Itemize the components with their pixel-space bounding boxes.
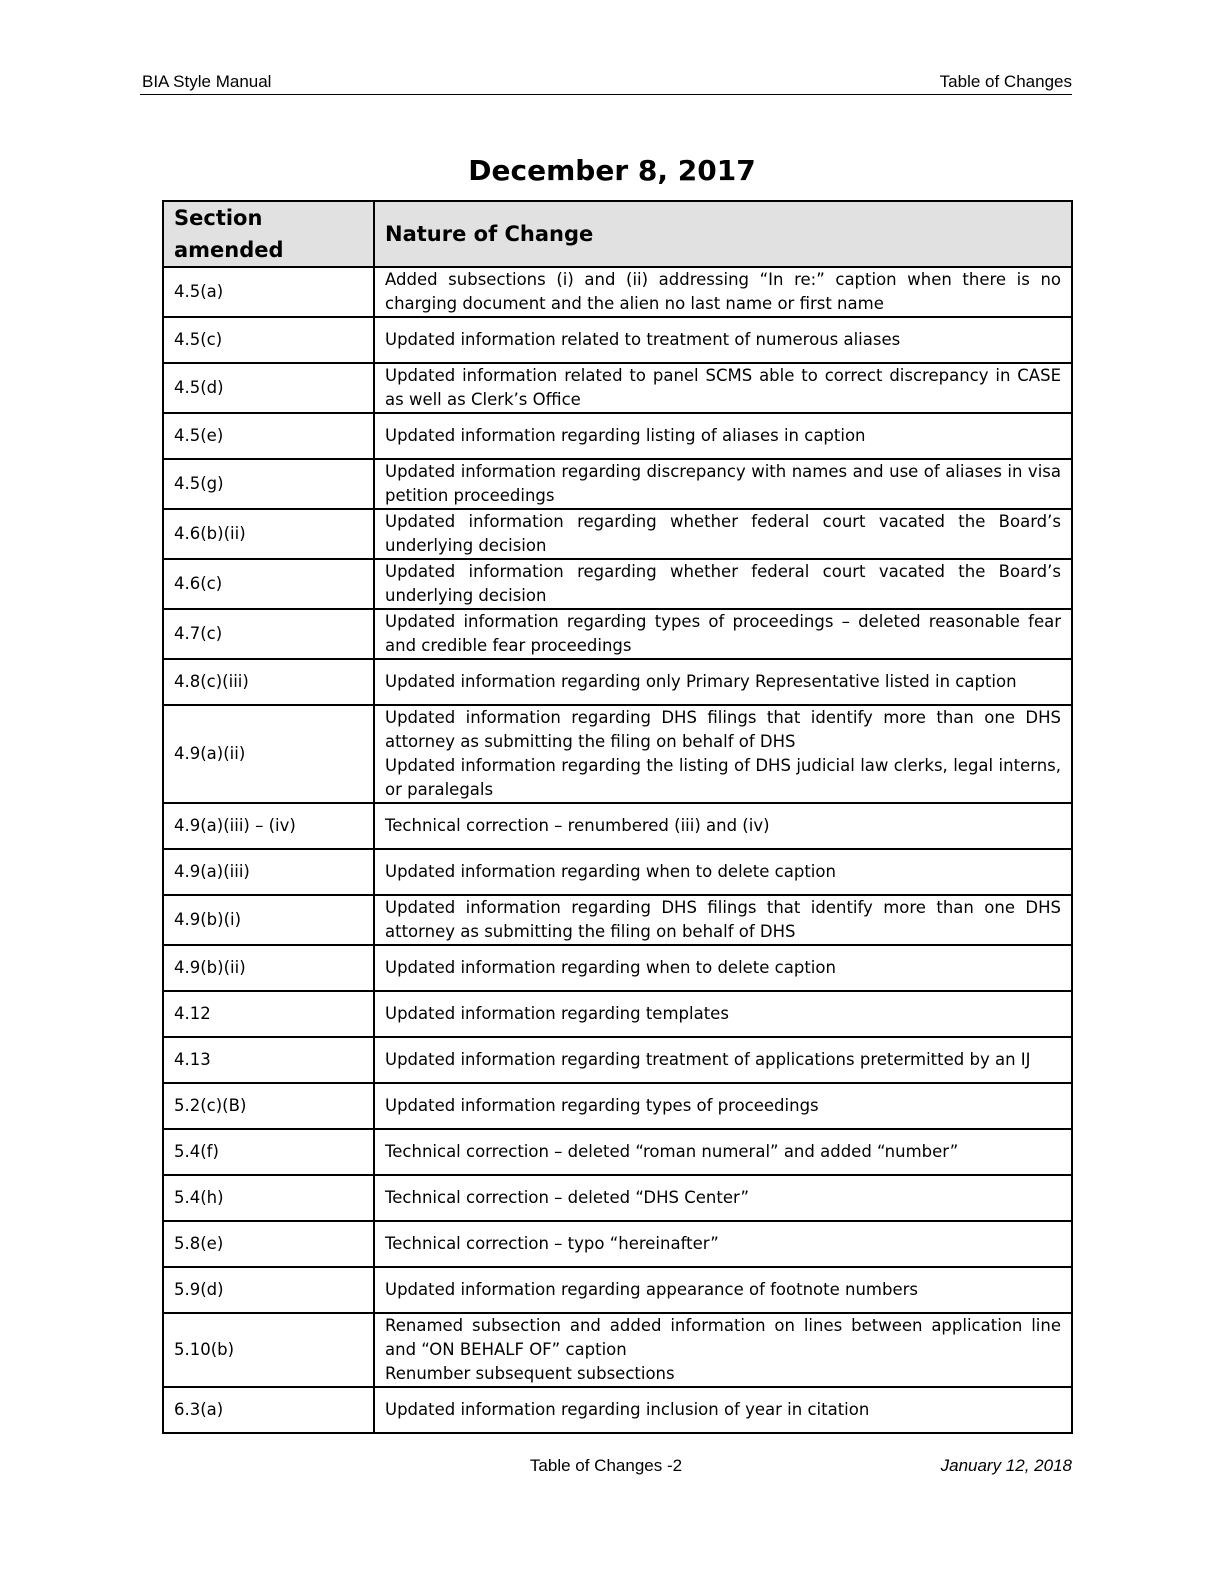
- change-cell: [374, 895, 1072, 945]
- page-footer: [140, 1456, 1072, 1478]
- table-row: [163, 803, 1072, 849]
- column-header-change: Nature of Change: [374, 201, 1072, 267]
- table-row: [163, 1083, 1072, 1129]
- change-text: Updated information regarding DHS filings that identify more than one DHS attorney as submitting the filing on behalf of DHS: [385, 708, 1061, 751]
- change-text: Updated information regarding only Primary Representative listed in caption: [385, 672, 1017, 691]
- change-text: Updated information regarding listing of aliases in caption: [385, 426, 866, 445]
- change-text: Updated information regarding when to delete caption: [385, 958, 836, 977]
- change-cell: [374, 803, 1072, 849]
- change-text: Updated information regarding the listing of DHS judicial law clerks, legal interns, or paralegals: [385, 756, 1061, 799]
- section-cell: 4.9(a)(iii): [163, 849, 374, 895]
- section-cell: 4.5(e): [163, 413, 374, 459]
- table-row: [163, 1267, 1072, 1313]
- column-header-section: Section amended: [163, 201, 374, 267]
- change-cell: [374, 1037, 1072, 1083]
- change-text: Updated information regarding templates: [385, 1004, 729, 1023]
- section-cell: 4.9(a)(ii): [163, 705, 374, 803]
- change-cell: [374, 991, 1072, 1037]
- change-cell: [374, 1267, 1072, 1313]
- change-text: Renamed subsection and added information on lines between application line and “ON BEHALF OF” caption: [385, 1316, 1061, 1359]
- change-text: Updated information regarding inclusion of year in citation: [385, 1400, 870, 1419]
- change-text: Updated information regarding DHS filings that identify more than one DHS attorney as submitting the filing on behalf of DHS: [385, 898, 1061, 941]
- table-row: [163, 1175, 1072, 1221]
- change-text: Updated information related to treatment of numerous aliases: [385, 330, 901, 349]
- section-cell: 4.5(d): [163, 363, 374, 413]
- table-row: [163, 1221, 1072, 1267]
- change-cell: [374, 705, 1072, 803]
- section-cell: 4.6(c): [163, 559, 374, 609]
- section-cell: 5.4(h): [163, 1175, 374, 1221]
- footer-page-label: Table of Changes -2: [529, 1456, 683, 1475]
- change-text: Renumber subsequent subsections: [385, 1364, 675, 1383]
- table-row: [163, 1037, 1072, 1083]
- change-cell: [374, 659, 1072, 705]
- change-cell: [374, 509, 1072, 559]
- section-cell: 5.4(f): [163, 1129, 374, 1175]
- table-row: [163, 459, 1072, 509]
- section-cell: 4.13: [163, 1037, 374, 1083]
- footer-date: January 12, 2018: [940, 1456, 1072, 1475]
- table-row: [163, 895, 1072, 945]
- change-cell: [374, 413, 1072, 459]
- table-row: [163, 945, 1072, 991]
- change-text: Updated information regarding treatment of applications pretermitted by an IJ: [385, 1050, 1031, 1069]
- change-text: Updated information regarding discrepancy with names and use of aliases in visa petition proceedings: [385, 462, 1061, 505]
- page-header: [140, 72, 1072, 95]
- table-row: [163, 1387, 1072, 1433]
- table-row: [163, 991, 1072, 1037]
- change-cell: [374, 1387, 1072, 1433]
- table-row: [163, 559, 1072, 609]
- change-cell: [374, 1175, 1072, 1221]
- section-cell: 4.6(b)(ii): [163, 509, 374, 559]
- section-cell: 5.9(d): [163, 1267, 374, 1313]
- table-row: [163, 317, 1072, 363]
- section-cell: 5.10(b): [163, 1313, 374, 1387]
- change-text: Updated information regarding when to delete caption: [385, 862, 836, 881]
- section-cell: 4.9(b)(i): [163, 895, 374, 945]
- change-cell: [374, 363, 1072, 413]
- section-cell: 4.8(c)(iii): [163, 659, 374, 705]
- change-cell: [374, 1083, 1072, 1129]
- table-row: [163, 659, 1072, 705]
- change-cell: [374, 945, 1072, 991]
- table-row: [163, 509, 1072, 559]
- table-row: [163, 1129, 1072, 1175]
- section-cell: 4.9(b)(ii): [163, 945, 374, 991]
- change-text: Technical correction – deleted “DHS Center”: [385, 1188, 750, 1207]
- change-text: Updated information regarding types of proceedings – deleted reasonable fear and credible fear proceedings: [385, 612, 1061, 655]
- section-cell: 4.9(a)(iii) – (iv): [163, 803, 374, 849]
- section-cell: 4.5(c): [163, 317, 374, 363]
- change-text: Updated information regarding appearance of footnote numbers: [385, 1280, 919, 1299]
- table-row: [163, 849, 1072, 895]
- section-cell: 5.2(c)(B): [163, 1083, 374, 1129]
- change-text: Updated information regarding types of proceedings: [385, 1096, 819, 1115]
- table-row: [163, 267, 1072, 317]
- change-cell: [374, 1313, 1072, 1387]
- table-header-row: [163, 201, 1072, 267]
- table-row: [163, 363, 1072, 413]
- change-cell: [374, 317, 1072, 363]
- section-cell: 4.5(g): [163, 459, 374, 509]
- changes-table: [162, 200, 1073, 1434]
- change-cell: [374, 1221, 1072, 1267]
- change-cell: [374, 849, 1072, 895]
- table-row: [163, 413, 1072, 459]
- section-cell: 6.3(a): [163, 1387, 374, 1433]
- change-cell: [374, 459, 1072, 509]
- change-cell: [374, 559, 1072, 609]
- change-text: Technical correction – typo “hereinafter”: [385, 1234, 719, 1253]
- change-text: Technical correction – renumbered (iii) and (iv): [385, 816, 770, 835]
- change-cell: [374, 609, 1072, 659]
- change-text: Technical correction – deleted “roman numeral” and added “number”: [385, 1142, 959, 1161]
- table-row: [163, 705, 1072, 803]
- change-text: Updated information related to panel SCMS able to correct discrepancy in CASE as well as Clerk’s Office: [385, 366, 1061, 409]
- table-row: [163, 609, 1072, 659]
- header-manual-title: BIA Style Manual: [142, 72, 272, 91]
- change-cell: [374, 267, 1072, 317]
- page-title: December 8, 2017: [468, 154, 756, 187]
- header-section-title: Table of Changes: [939, 72, 1072, 91]
- change-text: Updated information regarding whether federal court vacated the Board’s underlying decision: [385, 512, 1061, 555]
- change-text: Updated information regarding whether federal court vacated the Board’s underlying decision: [385, 562, 1061, 605]
- section-cell: 4.5(a): [163, 267, 374, 317]
- section-cell: 4.12: [163, 991, 374, 1037]
- table-row: [163, 1313, 1072, 1387]
- change-text: Added subsections (i) and (ii) addressing “In re:” caption when there is no charging document and the alien no last name or first name: [385, 270, 1061, 313]
- section-cell: 5.8(e): [163, 1221, 374, 1267]
- change-cell: [374, 1129, 1072, 1175]
- section-cell: 4.7(c): [163, 609, 374, 659]
